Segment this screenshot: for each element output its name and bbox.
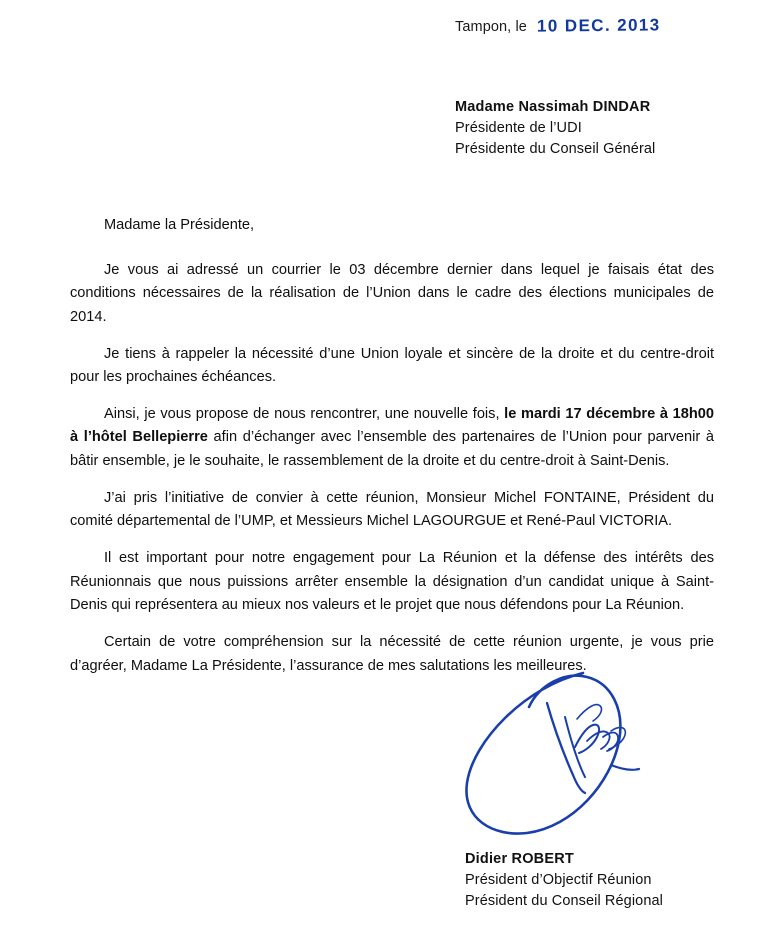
recipient-block [455,97,655,160]
paragraph-6: Certain de votre compréhension sur la nécessité de cette réunion urgente, je vous prie d’agréer, Madame La Présidente, l’assurance de mes salutations les meilleures. [70,633,714,674]
signer-title-2: Président du Conseil Régional [465,893,663,910]
paragraph-4: J’ai pris l’initiative de convier à cette réunion, Monsieur Michel FONTAINE, Président du comité départemental de l’UMP, et Messieurs Michel LAGOURGUE et René-Paul VICTORIA. [70,489,714,530]
paragraph-3-text-before: Ainsi, je vous propose de nous rencontrer, une nouvelle fois, [104,405,505,422]
paragraph-3 [70,403,714,474]
date-line [455,16,661,36]
paragraph-5: Il est important pour notre engagement pour La Réunion et la défense des intérêts des Réunionnais que nous puissions arrêter ensemble la désignation d’un candidat unique à Saint-Denis qui représentera au mieux nos valeurs et le projet que nous défendons pour La Réunion. [70,550,714,614]
date-stamp: 10 DEC. 2013 [536,15,661,36]
signer-name: Didier ROBERT [465,851,574,867]
salutation: Madame la Présidente, [104,217,255,233]
paragraph-3-text-after: afin d’échanger avec l’ensemble des partenaires de l’Union pour parvenir à bâtir ensemble, je le souhaite, le rassemblement de la droite et du centre-droit à Saint-Denis. [70,429,715,470]
letter-body [70,214,714,691]
recipient-title-2: Présidente du Conseil Général [455,141,656,158]
place-label: Tampon, le [455,19,527,35]
paragraph-1: Je vous ai adressé un courrier le 03 décembre dernier dans lequel je faisais état des conditions nécessaires de la réalisation de l’Union dans le cadre des élections municipales de 2014. [70,261,714,325]
recipient-name: Madame Nassimah DINDAR [455,99,651,115]
paragraph-2: Je tiens à rappeler la nécessité d’une Union loyale et sincère de la droite et du centre-droit pour les prochaines échéances. [70,345,714,386]
paragraph-3-highlight: le mardi 17 décembre à 18h00 à l’hôtel Bellepierre [70,405,714,446]
signer-title-1: Président d’Objectif Réunion [465,872,652,889]
handwritten-signature-icon [415,645,715,850]
signoff-block [465,849,663,912]
recipient-title-1: Présidente de l’UDI [455,120,582,137]
